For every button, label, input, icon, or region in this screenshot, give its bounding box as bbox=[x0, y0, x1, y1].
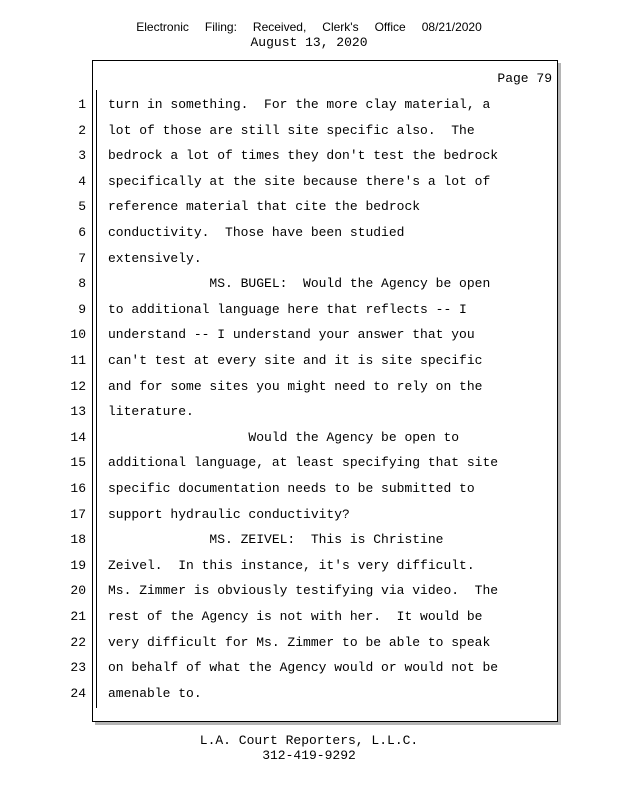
transcript-line: turn in something. For the more clay material, a bbox=[108, 97, 491, 112]
transcript-line: conductivity. Those have been studied bbox=[108, 225, 405, 240]
transcript-line: bedrock a lot of times they don't test the bedrock bbox=[108, 148, 499, 164]
line-number: 11 bbox=[70, 353, 86, 368]
page-number: Page 79 bbox=[497, 71, 552, 86]
filing-clerks: Clerk's bbox=[322, 20, 359, 34]
transcript-line: Would the Agency be open to bbox=[108, 429, 460, 445]
transcript-line: understand -- I understand your answer that you bbox=[108, 327, 475, 343]
transcript-line: rest of the Agency is not with her. It would be bbox=[108, 609, 483, 624]
transcript-line: Ms. Zimmer is obviously testifying via video. The bbox=[108, 583, 499, 599]
filing-stamp-header bbox=[0, 20, 618, 34]
filing-filing: Filing: bbox=[204, 20, 237, 34]
hearing-date: August 13, 2020 bbox=[250, 35, 368, 50]
line-number: 15 bbox=[70, 455, 86, 471]
line-number: 16 bbox=[70, 481, 86, 496]
transcript-line: lot of those are still site specific also. The bbox=[108, 122, 475, 138]
transcript-line: reference material that cite the bedrock bbox=[108, 199, 421, 215]
line-number-divider bbox=[96, 90, 97, 708]
line-number: 9 bbox=[78, 301, 86, 317]
transcript-line: literature. bbox=[108, 404, 194, 420]
transcript-line: specific documentation needs to be submitted to bbox=[108, 481, 475, 496]
line-number: 6 bbox=[78, 225, 86, 240]
line-number: 1 bbox=[78, 97, 86, 112]
transcript-line: very difficult for Ms. Zimmer to be able to speak bbox=[108, 634, 491, 650]
filing-electronic: Electronic bbox=[136, 20, 189, 34]
line-number: 22 bbox=[70, 634, 86, 650]
line-number: 24 bbox=[70, 685, 86, 701]
transcript-line: MS. BUGEL: Would the Agency be open bbox=[108, 276, 491, 292]
line-number: 17 bbox=[70, 506, 86, 522]
transcript-line: to additional language here that reflects -- I bbox=[108, 301, 467, 317]
reporter-phone: 312-419-9292 bbox=[262, 748, 356, 763]
line-number: 10 bbox=[70, 327, 86, 343]
transcript-line: Zeivel. In this instance, it's very difficult. bbox=[108, 557, 475, 573]
line-number: 3 bbox=[78, 148, 86, 164]
line-number: 19 bbox=[70, 557, 86, 573]
line-number: 20 bbox=[70, 583, 86, 599]
transcript-line: can't test at every site and it is site specific bbox=[108, 353, 483, 368]
reporter-company: L.A. Court Reporters, L.L.C. bbox=[199, 733, 419, 748]
transcript-line: MS. ZEIVEL: This is Christine bbox=[108, 532, 444, 548]
line-number: 5 bbox=[78, 199, 86, 215]
filing-received: Received, bbox=[252, 20, 307, 34]
line-number: 14 bbox=[70, 429, 86, 445]
filing-office: Office bbox=[374, 20, 406, 34]
line-number: 8 bbox=[78, 276, 86, 292]
footer bbox=[0, 733, 618, 763]
transcript-line: amenable to. bbox=[108, 685, 202, 701]
line-number: 21 bbox=[70, 609, 86, 624]
transcript-line: additional language, at least specifying that site bbox=[108, 455, 499, 471]
transcript-line: extensively. bbox=[108, 250, 202, 266]
line-number: 23 bbox=[70, 660, 86, 676]
line-number: 2 bbox=[78, 122, 86, 138]
filing-date: 08/21/2020 bbox=[421, 20, 482, 34]
line-number: 7 bbox=[78, 250, 86, 266]
transcript-line: support hydraulic conductivity? bbox=[108, 506, 350, 522]
transcript-line: specifically at the site because there's a lot of bbox=[108, 173, 491, 189]
line-number: 13 bbox=[70, 404, 86, 420]
line-number: 4 bbox=[78, 173, 86, 189]
line-number: 18 bbox=[70, 532, 86, 548]
transcript-line: and for some sites you might need to rely on the bbox=[108, 378, 483, 394]
transcript-line: on behalf of what the Agency would or would not be bbox=[108, 660, 499, 676]
line-number: 12 bbox=[70, 378, 86, 394]
